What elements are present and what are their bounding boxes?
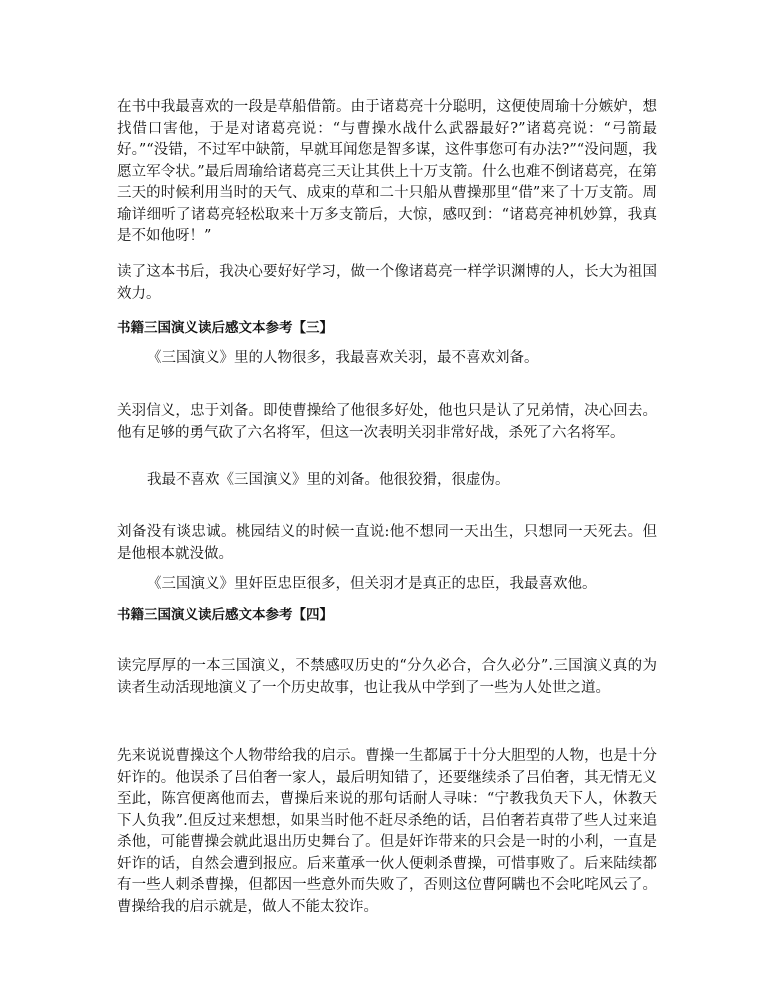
paragraph-loyal-minister: 《三国演义》里奸臣忠臣很多，但关羽才是真正的忠臣，我最喜欢他。: [147, 576, 597, 592]
paragraph-resolution: 读了这本书后，我决心要好好学习，做一个像诸葛亮一样学识渊博的人，长大为祖国效力。: [117, 264, 657, 302]
paragraph-caochuan-jiejian: 在书中我最喜欢的一段是草船借箭。由于诸葛亮十分聪明，这便使周瑜十分嫉妒，想找借口害他，于是对诸葛亮说：“与曹操水战什么武器最好?”诸葛亮说：“弓箭最好。”“没错，不过军中缺箭，早就耳闻您是智多谋，这件事您可有办法?”“没问题，我愿立军令状。”最后周瑜给诸葛亮三天让其供上十万支箭。什么也难不倒诸葛亮，在第三天的时候利用当时的天气、成束的草和二十只船从曹操那里“借”来了十万支箭。周瑜详细听了诸葛亮轻松取来十万多支箭后，大惊，感叹到：“诸葛亮神机妙算，我真是不如他呀！”: [117, 99, 657, 244]
section-heading-three: 书籍三国演义读后感文本参考【三】: [117, 320, 333, 336]
paragraph-caocao-lesson: 先来说说曹操这个人物带给我的启示。曹操一生都属于十分大胆型的人物，也是十分奸诈的。他误杀了吕伯奢一家人，最后明知错了，还要继续杀了吕伯奢，其无情无义至此，陈宫便离他而去，曹操后来说的那句话耐人寻味：“宁教我负天下人，休教天下人负我”.但反过来想想，如果当时他不赶尽杀绝的话，吕伯奢若真带了些人过来追杀他，可能曹操会就此退出历史舞台了。但是奸诈带来的只会是一时的小利，一直是奸诈的话，自然会遭到报应。后来董承一伙人便刺杀曹操，可惜事败了。后来陆续都有一些人刺杀曹操，但都因一些意外而失败了，否则这位曹阿瞒也不会叱咤风云了。曹操给我的启示就是，做人不能太狡诈。: [117, 748, 657, 915]
paragraph-liubei-oath: 刘备没有谈忠诚。桃园结义的时候一直说:他不想同一天出生，只想同一天死去。但是他根本就没做。: [117, 524, 657, 562]
paragraph-dislike-liubei: 我最不喜欢《三国演义》里的刘备。他很狡猾，很虚伪。: [147, 472, 510, 488]
section-heading-four: 书籍三国演义读后感文本参考【四】: [117, 607, 333, 623]
paragraph-favorite-characters: 《三国演义》里的人物很多，我最喜欢关羽，最不喜欢刘备。: [147, 350, 539, 366]
paragraph-guanyu-loyalty: 关羽信义，忠于刘备。即使曹操给了他很多好处，他也只是认了兄弟情，决心回去。他有足够的勇气砍了六名将军，但这一次表明关羽非常好战，杀死了六名将军。: [117, 403, 657, 441]
paragraph-history-cycle: 读完厚厚的一本三国演义，不禁感叹历史的“分久必合，合久必分”.三国演义真的为读者生动活现地演义了一个历史故事，也让我从中学到了一些为人处世之道。: [117, 658, 657, 696]
